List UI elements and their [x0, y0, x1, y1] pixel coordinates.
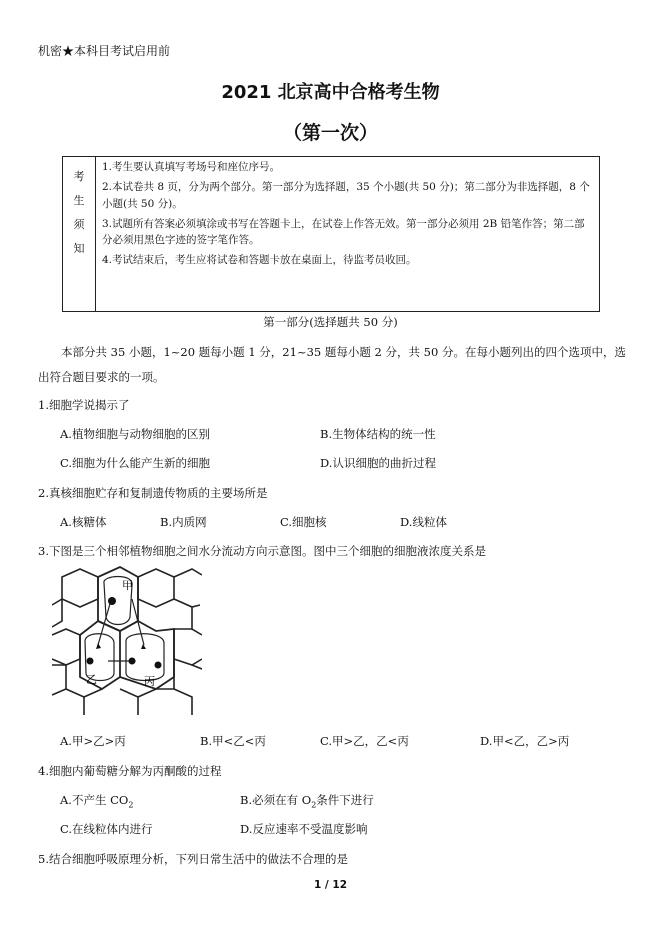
question-2-option-a: A.核糖体 [60, 515, 107, 529]
cell-water-flow-diagram [52, 565, 202, 715]
part1-heading: 第一部分(选择题共 50 分) [263, 315, 398, 329]
page-title: 2021 北京高中合格考生物 [221, 82, 440, 103]
notice-label-char: 知 [73, 242, 85, 255]
page-subtitle: （第一次） [282, 122, 378, 144]
notice-label-char: 须 [73, 218, 85, 231]
question-2-stem: 2.真核细胞贮存和复制遗传物质的主要场所是 [38, 486, 268, 500]
part1-instructions: 本部分共 35 小题，1~20 题每小题 1 分，21~35 题每小题 2 分，共 50 分。在每小题列出的四个选项中，选出符合题目要求的一项。 [38, 345, 626, 384]
question-1-option-a: A.植物细胞与动物细胞的区别 [60, 427, 210, 441]
cell-label-jia: 甲 [122, 579, 133, 592]
page-number: 1 / 12 [313, 879, 348, 891]
notice-item: 3.试题所有答案必须填涂或书写在答题卡上，在试卷上作答无效。第一部分必须用 2B 铅笔作答；第二部分必须用黑色字迹的签字笔作答。 [102, 217, 585, 247]
question-1-option-d: D.认识细胞的曲折过程 [320, 456, 436, 470]
question-4-stem: 4.细胞内葡萄糖分解为丙酮酸的过程 [38, 764, 222, 778]
question-4-option-c: C.在线粒体内进行 [60, 822, 153, 836]
question-2-option-b: B.内质网 [160, 515, 207, 529]
question-3-stem: 3.下图是三个相邻植物细胞之间水分流动方向示意图。图中三个细胞的细胞液浓度关系是 [38, 544, 486, 558]
notice-item: 2.本试卷共 8 页，分为两个部分。第一部分为选择题，35 个小题(共 50 分)；第二部分为非选择题，8 个小题(共 50 分)。 [102, 181, 590, 210]
question-4-option-a: A.不产生 $CO_2$ [60, 793, 134, 810]
secret-label: 机密★本科目考试启用前 [38, 44, 171, 58]
question-1-stem: 1.细胞学说揭示了 [38, 398, 130, 412]
question-4-option-d: D.反应速率不受温度影响 [240, 822, 368, 836]
notice-label-char: 考 [73, 170, 85, 183]
cell-label-bing: 丙 [144, 675, 155, 688]
question-1-option-b: B.生物体结构的统一性 [320, 427, 436, 441]
question-1-option-c: C.细胞为什么能产生新的细胞 [60, 456, 211, 470]
notice-item: 1.考生要认真填写考场号和座位序号。 [102, 161, 281, 173]
question-3-option-d: D.甲<乙，乙>丙 [480, 734, 570, 748]
notice-item: 4.考试结束后，考生应将试卷和答题卡放在桌面上，待监考员收回。 [102, 254, 417, 267]
notice-label [63, 157, 96, 312]
question-4-option-b: B.必须在有 $O_2$条件下进行 [240, 793, 374, 810]
notice-table [62, 156, 600, 312]
cell-label-yi: 乙 [86, 673, 97, 686]
question-2-option-c: C.细胞核 [280, 515, 327, 529]
notice-label-char: 生 [73, 194, 85, 207]
question-3-option-a: A.甲>乙>丙 [60, 734, 126, 748]
notice-items [96, 157, 600, 312]
question-2-option-d: D.线粒体 [400, 515, 447, 529]
question-5-stem: 5.结合细胞呼吸原理分析，下列日常生活中的做法不合理的是 [38, 852, 348, 866]
question-3-option-c: C.甲>乙，乙<丙 [320, 734, 409, 748]
question-3-option-b: B.甲<乙<丙 [200, 734, 266, 748]
